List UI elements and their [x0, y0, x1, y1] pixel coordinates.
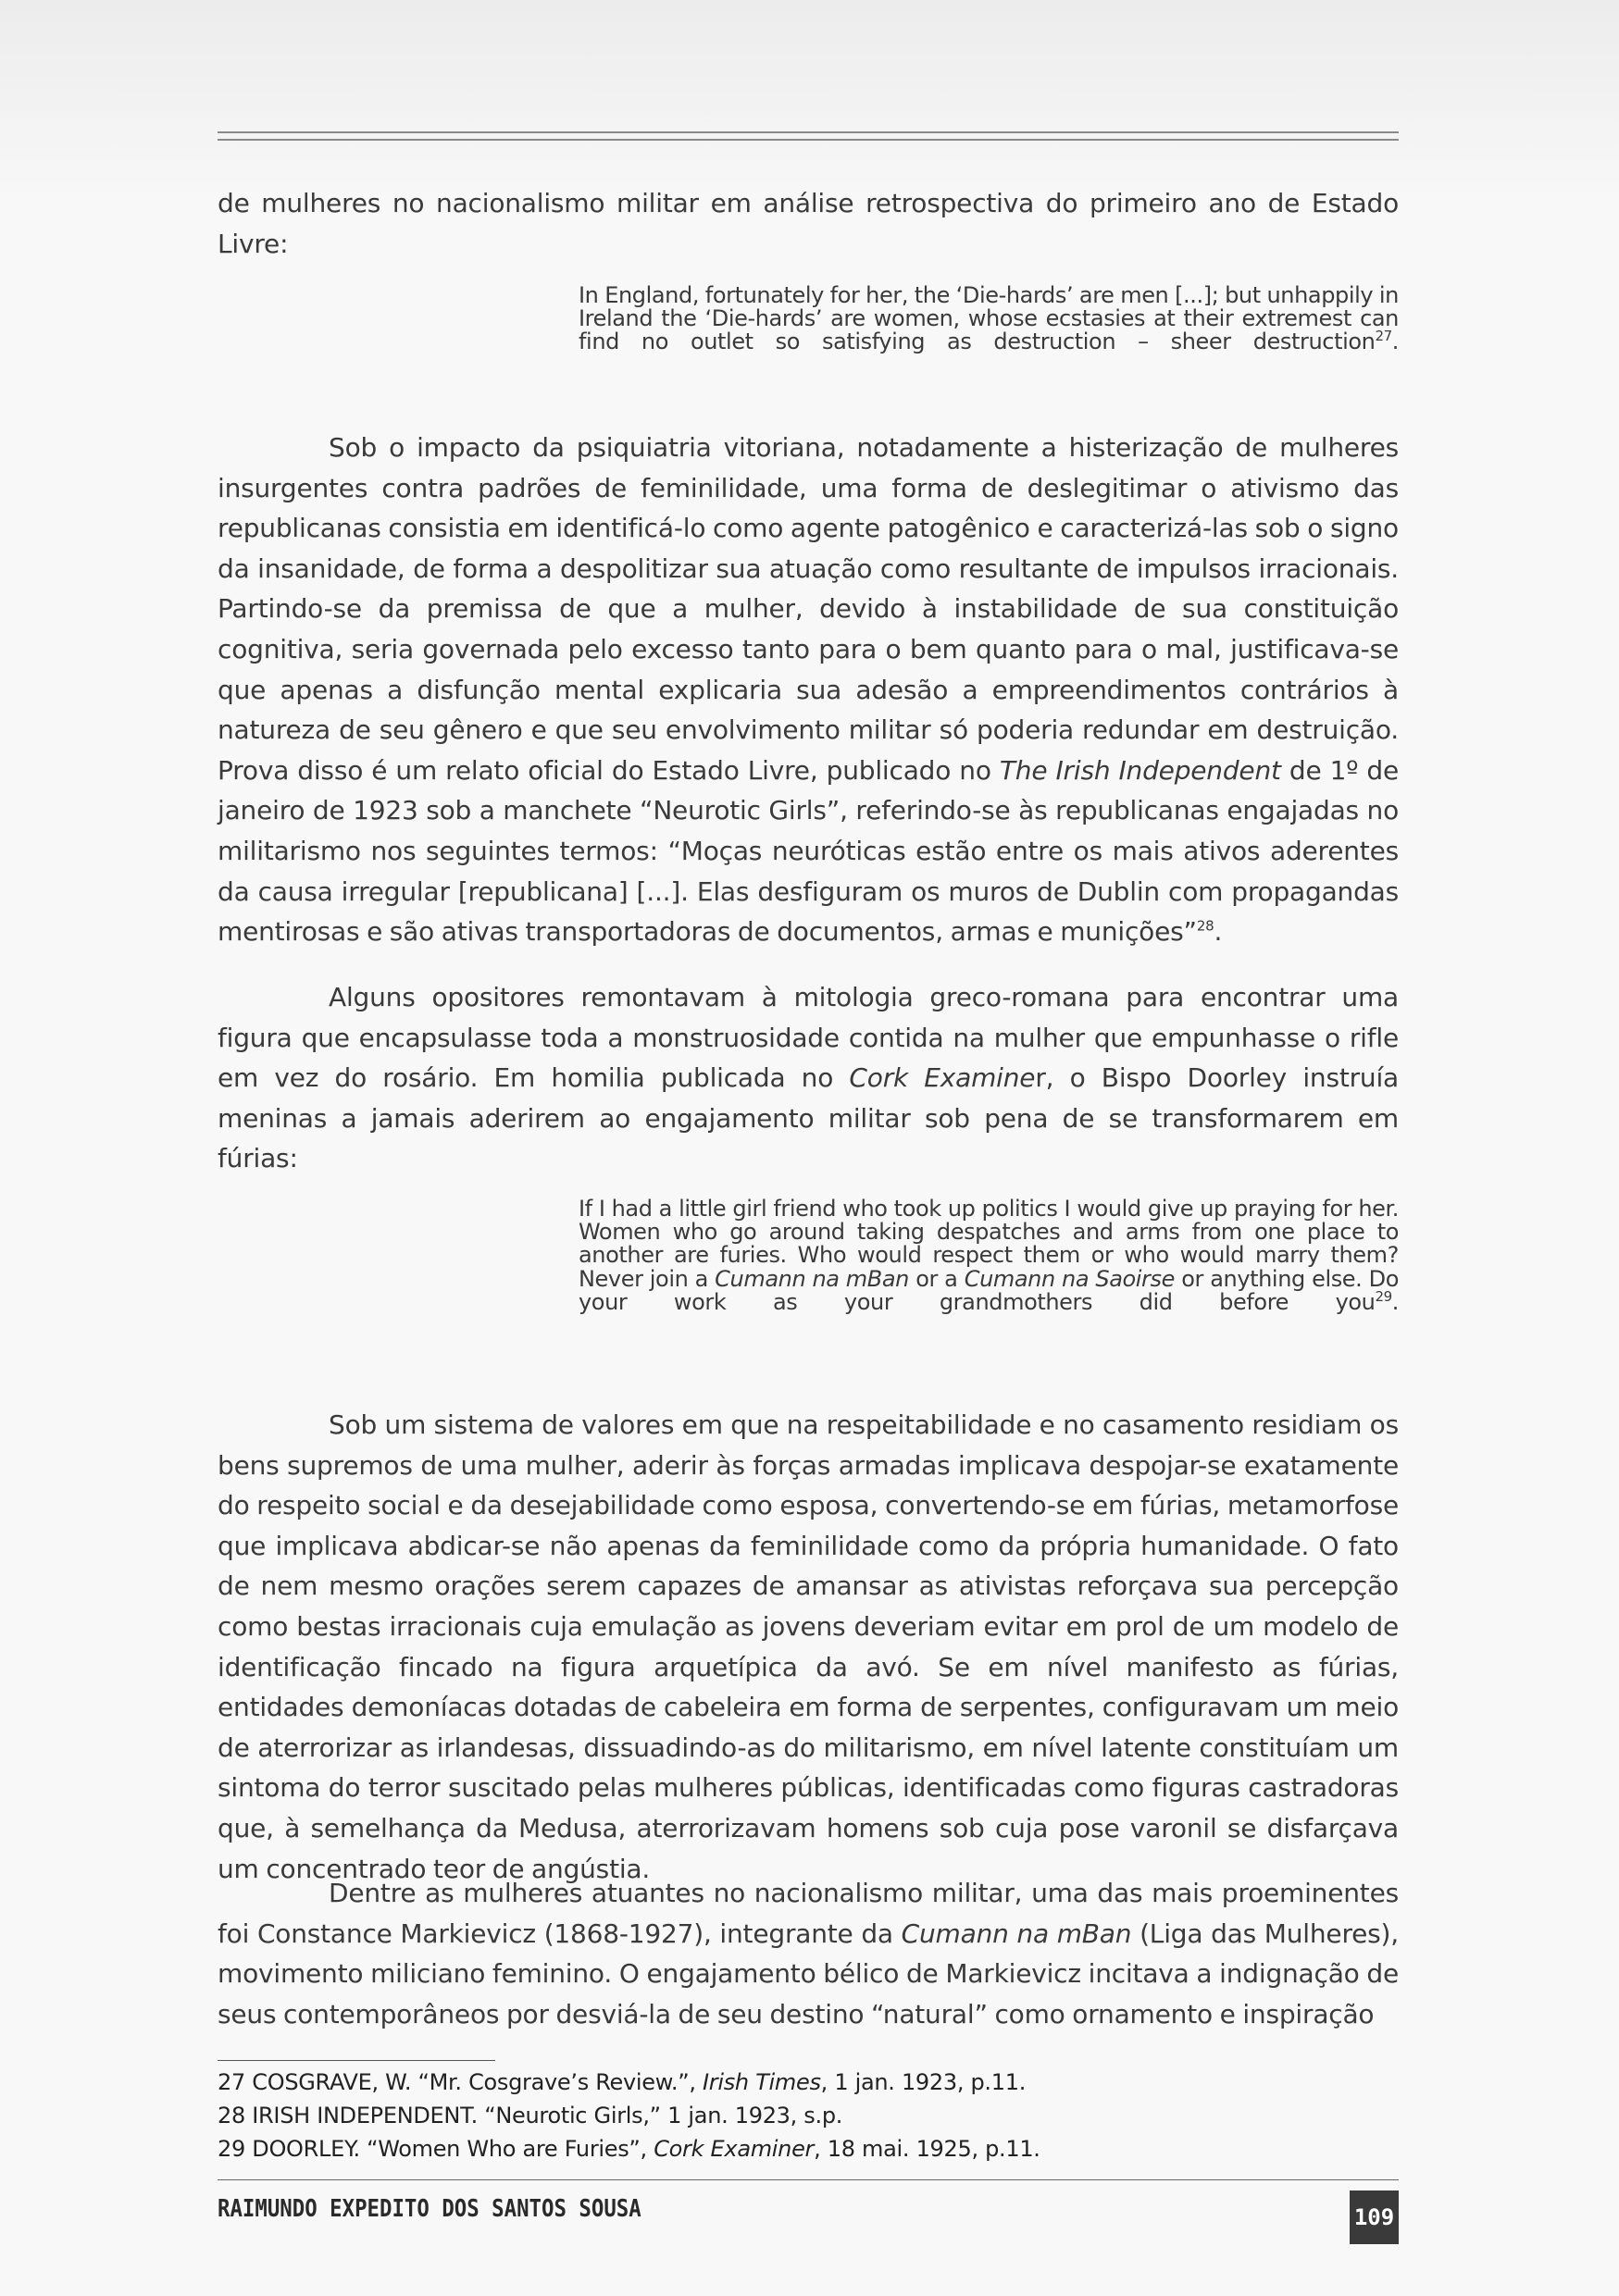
- footnotes: [218, 2066, 1399, 2166]
- quote-2-italic-2: Cumann na Saoirse: [964, 1265, 1175, 1292]
- quote-2-italic-1: Cumann na mBan: [715, 1265, 909, 1292]
- footnote-ref-29: 29: [1375, 1287, 1392, 1305]
- p4-text-a: Dentre as mulheres atuantes no nacionalismo militar, uma das mais proeminentes foi Constance Markievicz (1868-1927), integrante da: [218, 1878, 1399, 1949]
- footnote-29: 29 DOORLEY. “Women Who are Furies”, Cork Examiner, 18 mai. 1925, p.11.: [218, 2136, 1040, 2162]
- quote-2-text-a: If I had a little girl friend who took up politics I would give up praying for her. Women who go around taking despatches and arms from one place to another are furies. Who would respect them or who would marry them? Never join a: [579, 1196, 1399, 1292]
- footnote-ref-28: 28: [1196, 917, 1214, 935]
- p1-text-a: Sob o impacto da psiquiatria vitoriana, notadamente a histerização de mulheres insurgentes contra padrões de feminilidade, uma forma de deslegitimar o ativismo das republicanas consistia em identificá-lo como agente patogênico e caracterizá-las sob o signo da insanidade, de forma a despolitizar sua atuação como resultante de impulsos irracionais. Partindo-se da premissa de que a mulher, devido à instabilidade de sua constituição cognitiva, seria governada pelo excesso tanto para o bem quanto para o mal, justificava-se que apenas a disfunção mental explicaria sua adesão a empreendimentos contrários à natureza de seu gênero e que seu envolvimento militar só poderia redundar em destruição. Prova disso é um relato oficial do Estado Livre, publicado no: [218, 432, 1399, 786]
- footer-rule: [218, 2179, 1399, 2180]
- footnote-27: 27 COSGRAVE, W. “Mr. Cosgrave’s Review.”, Irish Times, 1 jan. 1923, p.11.: [218, 2069, 1027, 2095]
- p4-text-b: (Liga das Mulheres), movimento miliciano feminino. O engajamento bélico de Markievicz incitava a indignação de seus contemporâneos por desviá-la de seu destino “natural” como ornamento e inspiração: [218, 1917, 1399, 2029]
- quote-1-text: In England, fortunately for her, the ‘Die-hards’ are men [...]; but unhappily in Ireland the ‘Die-hards’ are women, whose ecstasies at their extremest can find no outlet so satisfying as destruction – sheer destruction: [579, 282, 1399, 355]
- quote-1-end: .: [1391, 329, 1399, 355]
- footer-author: RAIMUNDO EXPEDITO DOS SANTOS SOUSA: [218, 2195, 641, 2223]
- footnote-separator: [218, 2060, 495, 2061]
- header-double-rule: [218, 131, 1399, 141]
- paragraph-3: Sob um sistema de valores em que na respeitabilidade e no casamento residiam os bens supremos de uma mulher, aderir às forças armadas implicava despojar-se exatamente do respeito social e da desejabilidade como esposa, convertendo-se em fúrias, metamorfose que implicava abdicar-se não apenas da feminilidade como da própria humanidade. O fato de nem mesmo orações serem capazes de amansar as ativistas reforçava sua percepção como bestas irracionais cuja emulação as jovens deveriam evitar em prol de um modelo de identificação fincado na figura arquetípica da avó. Se em nível manifesto as fúrias, entidades demoníacas dotadas de cabeleira em forma de serpentes, configuravam um meio de aterrorizar as irlandesas, dissuadindo-as do militarismo, em nível latente constituíam um sintoma do terror suscitado pelas mulheres públicas, identificadas como figuras castradoras que, à semelhança da Medusa, aterrorizavam homens sob cuja pose varonil se disfarçava um concentrado teor de angústia.: [218, 1409, 1399, 1884]
- paragraph-1: [218, 428, 1399, 952]
- p1-end: .: [1214, 916, 1223, 948]
- block-quote-1: [579, 284, 1399, 354]
- document-page: [218, 0, 1399, 2296]
- quote-2-text-c: or anything else. Do your work as your grandmothers did before you: [579, 1265, 1399, 1315]
- paragraph-2: [218, 977, 1399, 1179]
- paragraph-0: de mulheres no nacionalismo militar em análise retrospectiva do primeiro ano de Estado Livre:: [218, 188, 1399, 259]
- footnote-ref-27: 27: [1375, 328, 1392, 345]
- paragraph-4: [218, 1873, 1399, 2034]
- quote-2-text-b: or a: [908, 1265, 965, 1292]
- p4-italic-title: Cumann na mBan: [901, 1917, 1132, 1949]
- p2-text-b: r, o Bispo Doorley instruía meninas a jamais aderirem ao engajamento militar sob pena de se transformarem em fúrias:: [218, 1062, 1400, 1174]
- p2-text-a: Alguns opositores remontavam à mitologia greco-romana para encontrar uma figura que encapsulasse toda a monstruosidade contida na mulher que empunhasse o rifle em vez do rosário. Em homilia publicada no: [218, 982, 1399, 1094]
- p1-text-b: de 1º de janeiro de 1923 sob a manchete “Neurotic Girls”, referindo-se às republicanas engajadas no militarismo nos seguintes termos: “Moças neuróticas estão entre os mais ativos aderentes da causa irregular [republicana] [...]. Elas desfiguram os muros de Dublin com propagandas mentirosas e são ativas transportadoras de documentos, armas e munições”: [218, 754, 1399, 948]
- p2-italic-title: Cork Examine: [849, 1062, 1036, 1094]
- page-number: 109: [1350, 2191, 1399, 2244]
- p1-italic-title: The Irish Independent: [999, 754, 1281, 786]
- paragraph-continuation: [218, 183, 1399, 264]
- quote-2-end: .: [1391, 1288, 1399, 1315]
- block-quote-2: [579, 1198, 1399, 1314]
- footnote-28: 28 IRISH INDEPENDENT. “Neurotic Girls,” 1 jan. 1923, s.p.: [218, 2103, 843, 2128]
